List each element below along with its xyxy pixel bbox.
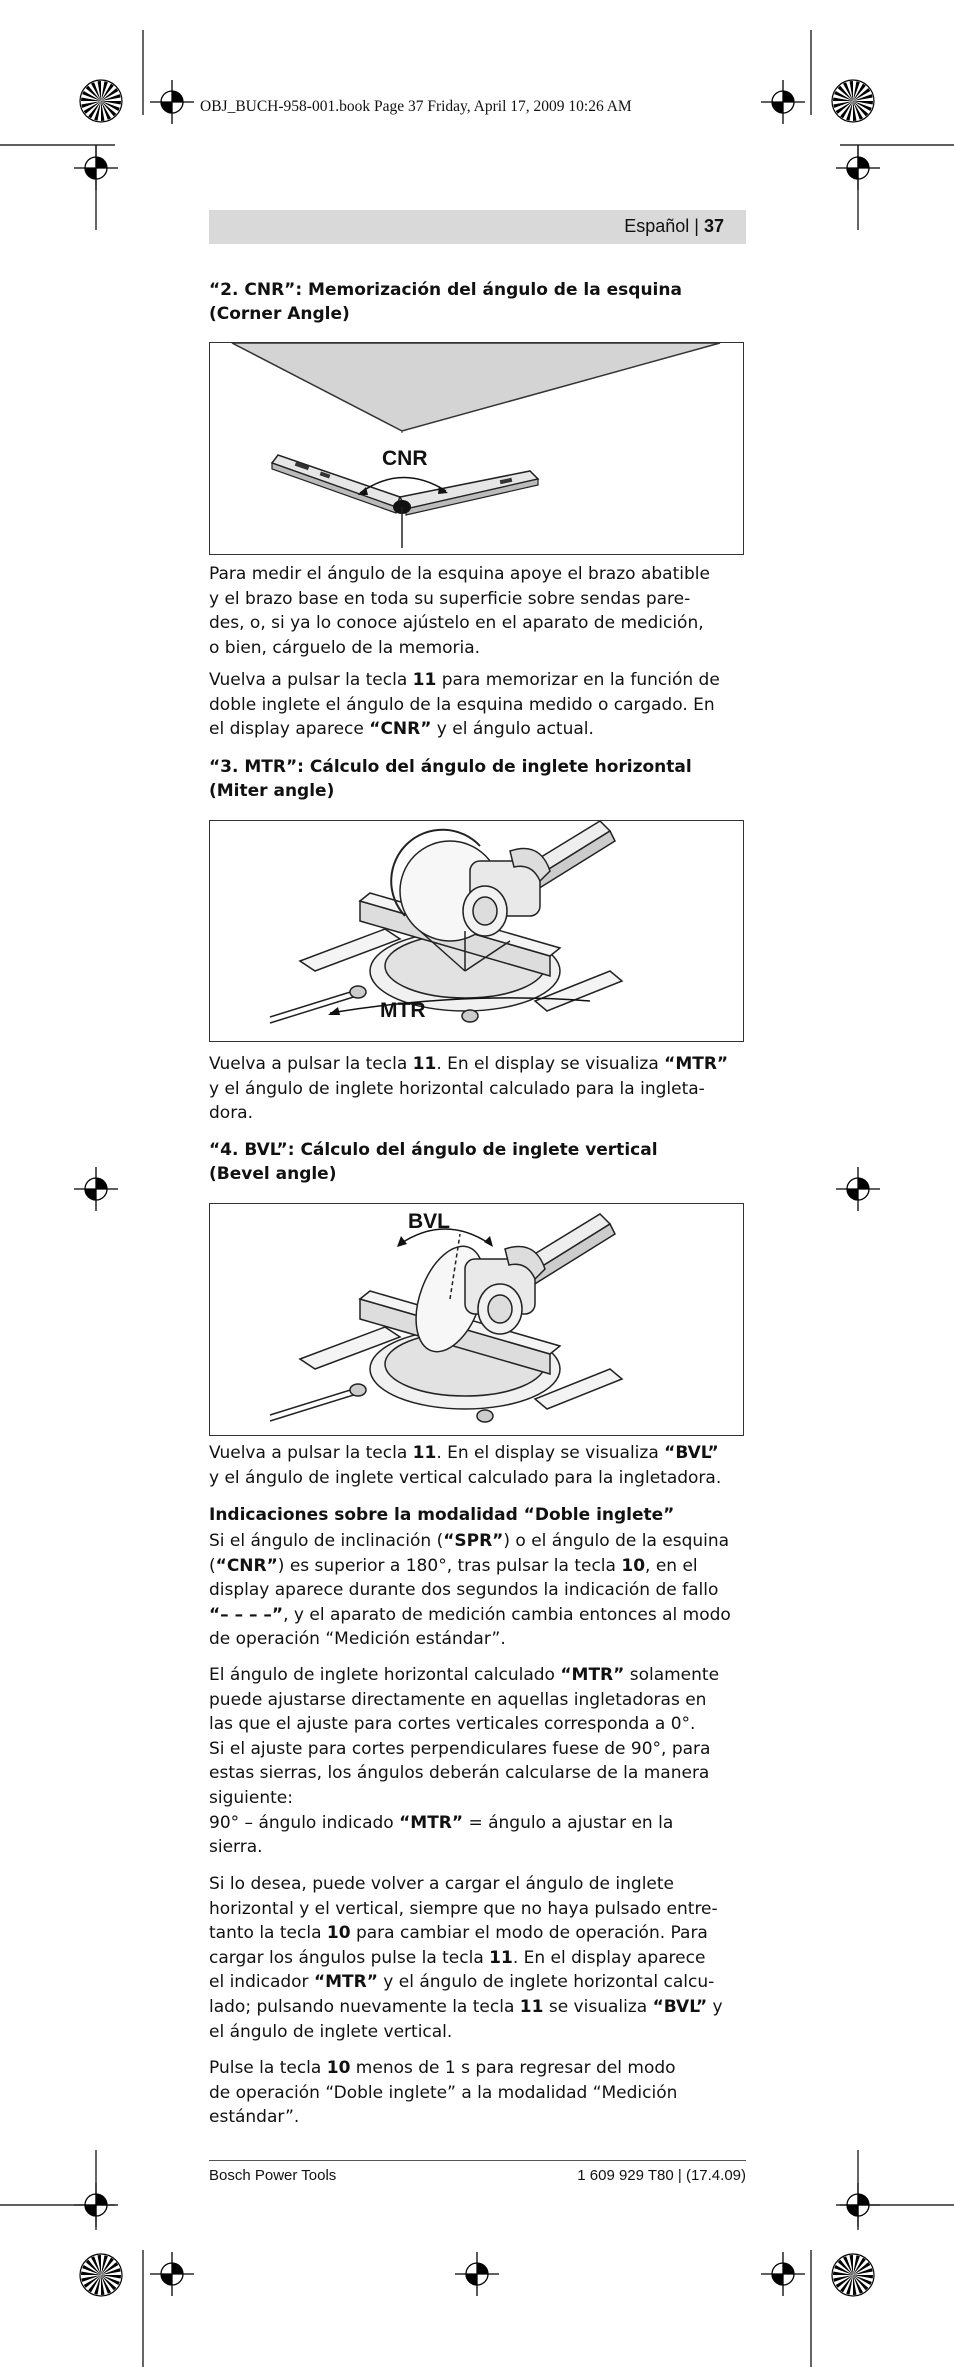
bvl-paragraph-1: Vuelva a pulsar la tecla 11. En el display se visualiza “BVL” y el ángulo de inglete vertical calculado para la ingletadora.: [209, 1443, 722, 1488]
crosshair-mark-left-middle: [74, 1167, 118, 1211]
footer-document-number: 1 609 929 T80 | (17.4.09): [577, 2167, 746, 2184]
header-language: Español: [624, 216, 690, 236]
header-text: [624, 216, 724, 237]
star-target-top-right: [830, 78, 876, 124]
star-target-bottom-left: [78, 2252, 124, 2298]
corner-angle-illustration: [210, 343, 742, 553]
miter-saw-illustration-mtr: [210, 821, 742, 1040]
crosshair-mark-top-right: [761, 80, 805, 124]
figure-miter-angle: [209, 820, 744, 1042]
crosshair-mark-bottom-left: [150, 2252, 194, 2296]
notes-paragraph-1: Si el ángulo de inclinación (“SPR”) o el ángulo de la esquina (“CNR”) es superior a 180°, tras pulsar la tecla 10, en el display aparece durante dos segundos la indicación de fallo “– – – –”, y el aparato de medición cambia entonces al modo de operación “Medición estándar”.: [209, 1531, 731, 1650]
figure-label-mtr: MTR: [380, 999, 426, 1022]
mtr-paragraph-1: Vuelva a pulsar la tecla 11. En el display se visualiza “MTR” y el ángulo de inglete horizontal calculado para la ingleta- dora.: [209, 1054, 729, 1124]
section-heading-mtr: “3. MTR”: Cálculo del ángulo de inglete horizontal (Miter angle): [209, 757, 692, 801]
miter-saw-illustration-bvl: [210, 1204, 742, 1434]
notes-paragraph-3: Si lo desea, puede volver a cargar el ángulo de inglete horizontal y el vertical, siempre que no haya pulsado entre- tanto la tecla 10 para cambiar el modo de operación. Para cargar los ángulos pulse la tecla 11. En el display aparece el indicador “MTR” y el ángulo de inglete horizontal calcu- lado; pulsando nuevamente la tecla 11 se visualiza “BVL” y el ángulo de inglete vertical.: [209, 1874, 723, 2042]
figure-bevel-angle: [209, 1203, 744, 1436]
page-number: 37: [703, 216, 724, 236]
crosshair-mark-top-left: [150, 80, 194, 124]
footer-publisher: Bosch Power Tools: [209, 2167, 337, 2184]
page-header: [209, 210, 746, 244]
star-target-bottom-right: [830, 2252, 876, 2298]
crosshair-mark-right-upper: [836, 146, 880, 190]
crosshair-mark-bottom-center: [455, 2252, 499, 2296]
crosshair-mark-right-lower: [836, 2183, 880, 2227]
crosshair-mark-left-lower: [74, 2183, 118, 2227]
star-target-top-left: [78, 78, 124, 124]
section-heading-cnr: “2. CNR”: Memorización del ángulo de la esquina (Corner Angle): [209, 280, 682, 324]
crosshair-mark-left-upper: [74, 146, 118, 190]
figure-label-cnr: CNR: [382, 447, 428, 470]
print-slug: OBJ_BUCH-958-001.book Page 37 Friday, April 17, 2009 10:26 AM: [200, 98, 632, 115]
section-heading-bvl: “4. BVL”: Cálculo del ángulo de inglete vertical (Bevel angle): [209, 1140, 658, 1184]
notes-paragraph-4: Pulse la tecla 10 menos de 1 s para regresar del modo de operación “Doble inglete” a la modalidad “Medición estándar”.: [209, 2058, 678, 2128]
cnr-paragraph-2: Vuelva a pulsar la tecla 11 para memorizar en la función de doble inglete el ángulo de la esquina medido o cargado. En el display aparece “CNR” y el ángulo actual.: [209, 670, 720, 740]
notes-paragraph-2: El ángulo de inglete horizontal calculado “MTR” solamente puede ajustarse directamente en aquellas ingletadoras en las que el ajuste para cortes verticales corresponda a 0°. Si el ajuste para cortes perpendiculares fuese de 90°, para estas sierras, los ángulos deberán calcularse de la manera siguiente: 90° – ángulo indicado “MTR” = ángulo a ajustar en la sierra.: [209, 1665, 720, 1858]
figure-label-bvl: BVL: [408, 1210, 450, 1233]
cnr-paragraph-1: Para medir el ángulo de la esquina apoye el brazo abatible y el brazo base en toda su superficie sobre sendas pare- des, o, si ya lo conoce ajústelo en el aparato de medición, o bien, cárguelo de la memoria.: [209, 564, 710, 658]
crosshair-mark-bottom-right: [761, 2252, 805, 2296]
section-heading-notes: Indicaciones sobre la modalidad “Doble inglete”: [209, 1505, 675, 1525]
figure-corner-angle: [209, 342, 744, 555]
footer-rule: [209, 2160, 746, 2161]
crosshair-mark-right-middle: [836, 1167, 880, 1211]
header-separator: |: [694, 216, 699, 236]
